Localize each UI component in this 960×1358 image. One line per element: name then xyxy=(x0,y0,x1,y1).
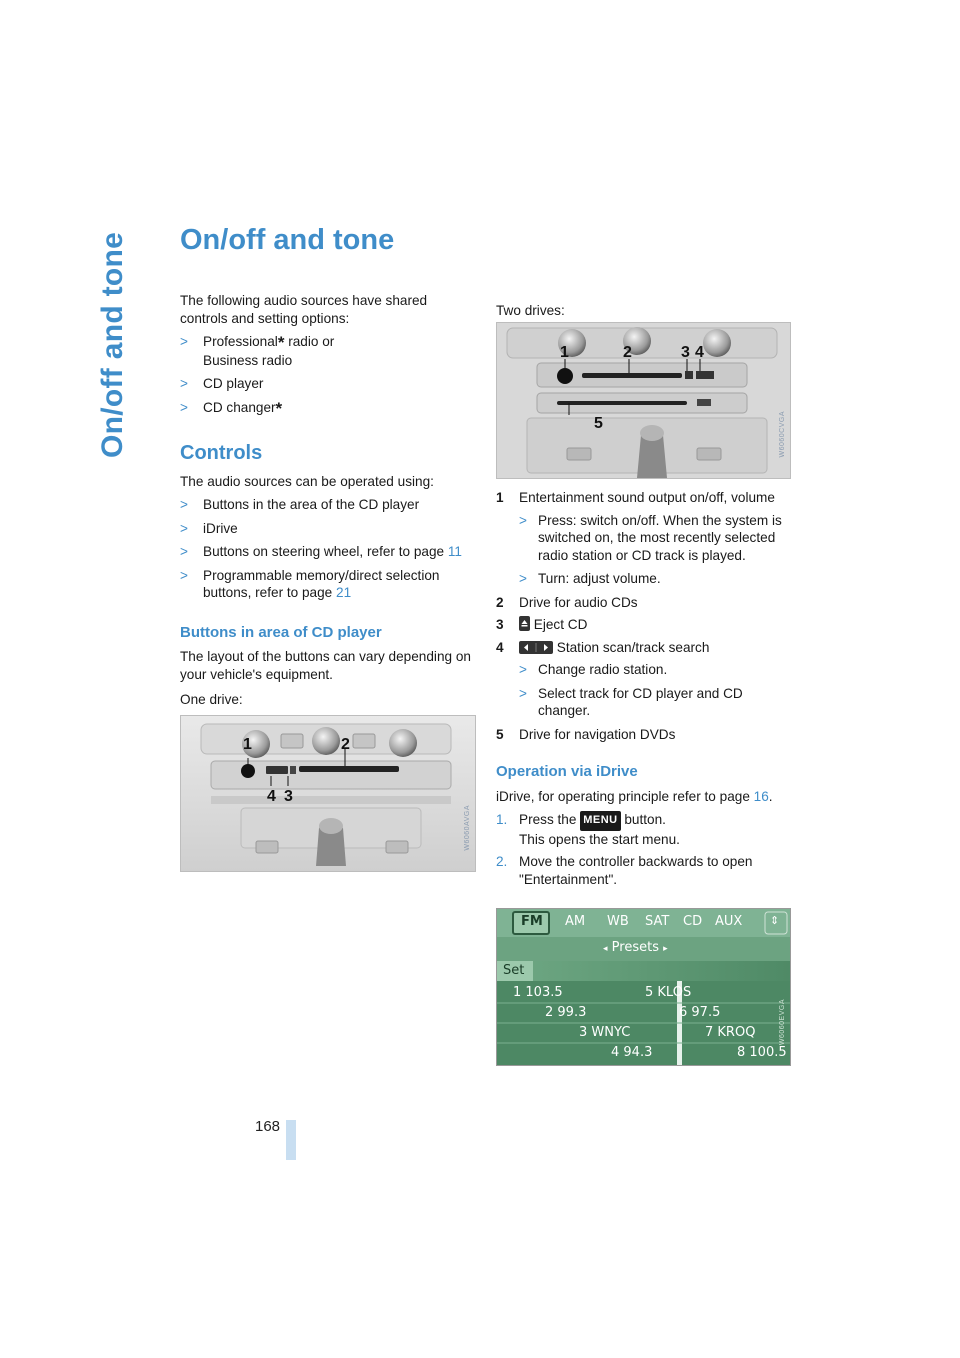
menu-button-icon: MENU xyxy=(580,811,620,831)
eject-button-icon xyxy=(519,616,530,631)
figure-code: W6060EVGA xyxy=(779,998,786,1045)
side-chapter-tab xyxy=(96,210,156,470)
callout-3: 3 xyxy=(284,788,293,805)
callout-4: 4 xyxy=(267,788,276,805)
callout-4: 4 xyxy=(695,344,704,361)
preset-station[interactable]: 6 97.5 xyxy=(679,1005,721,1020)
station-list xyxy=(497,909,790,1065)
preset-station[interactable]: 7 KROQ xyxy=(705,1025,756,1040)
right-column xyxy=(496,489,796,893)
callout-2: 2 xyxy=(341,736,350,753)
figure-code: W6060AVGA xyxy=(464,805,471,851)
tab-cd[interactable]: CD xyxy=(683,914,703,929)
arrows-icon: ⇕ xyxy=(770,914,780,927)
idrive-intro: iDrive, for operating principle refer to page 16. xyxy=(496,788,773,804)
page-link[interactable]: 16 xyxy=(753,788,769,804)
one-drive-figure xyxy=(180,715,476,872)
list-item: > Buttons in the area of the CD player xyxy=(180,497,420,512)
list-item: > Professional* radio or Business radio xyxy=(180,333,335,368)
callout-3: 3 xyxy=(681,344,690,361)
tab-fm[interactable]: FM xyxy=(521,914,543,929)
page-link[interactable]: 11 xyxy=(447,544,462,559)
idrive-screen-figure xyxy=(496,908,791,1066)
chevron-left-icon: ◂ xyxy=(603,944,608,954)
preset-station[interactable]: 8 100.5 xyxy=(737,1045,787,1060)
two-drives-illustration xyxy=(497,323,790,478)
cd-area-heading: Buttons in area of CD player xyxy=(180,623,382,641)
seek-button-icon xyxy=(519,641,553,654)
list-item: > CD player xyxy=(180,376,264,391)
preset-station[interactable]: 3 WNYC xyxy=(579,1025,631,1040)
page-number-bar xyxy=(286,1120,296,1160)
left-column xyxy=(180,292,475,715)
legend-item: 2 Drive for audio CDs xyxy=(496,594,638,610)
list-item: > Programmable memory/direct selection buttons, refer to page 21 xyxy=(180,567,440,600)
list-item: > Change radio station. xyxy=(519,662,668,677)
step-item: 1. Press the MENU button. This opens the start menu. xyxy=(496,812,680,847)
page-number: 168 xyxy=(255,1118,281,1135)
legend-item: 5 Drive for navigation DVDs xyxy=(496,726,676,742)
callout-1: 1 xyxy=(560,344,569,361)
callout-1: 1 xyxy=(243,736,252,753)
tab-wb[interactable]: WB xyxy=(607,914,629,929)
list-item: > iDrive xyxy=(180,520,238,536)
callout-5: 5 xyxy=(594,415,603,432)
list-item: > Press: switch on/off. When the system is switched on, the most recently selected radio station or CD track is played. xyxy=(519,512,782,563)
callout-2: 2 xyxy=(623,344,632,361)
legend-item: 4 Station scan/track search xyxy=(496,639,710,655)
list-item: > Select track for CD player and CD changer. xyxy=(519,685,743,718)
preset-station[interactable]: 4 94.3 xyxy=(611,1045,653,1060)
list-item: > Buttons on steering wheel, refer to page 11 xyxy=(180,544,462,559)
one-drive-illustration xyxy=(181,716,475,871)
intro-text: The following audio sources have shared controls and setting options: xyxy=(180,293,428,326)
two-drives-figure xyxy=(496,322,791,479)
set-button[interactable]: Set xyxy=(503,963,525,978)
list-item: > Turn: adjust volume. xyxy=(519,571,661,586)
cd-area-text: The layout of the buttons can vary depending on your vehicle's equipment. xyxy=(180,649,471,682)
figure-code: W6060CVGA xyxy=(779,411,786,458)
tab-aux[interactable]: AUX xyxy=(715,914,743,929)
page-link[interactable]: 21 xyxy=(336,585,352,600)
page-title: On/off and tone xyxy=(180,224,395,256)
list-item: > CD changer* xyxy=(180,398,283,418)
controls-intro: The audio sources can be operated using: xyxy=(180,473,434,489)
step-item: 2. Move the controller backwards to open "Entertainment". xyxy=(496,854,753,887)
two-drives-label: Two drives: xyxy=(496,303,565,318)
side-chapter-label: On/off and tone xyxy=(96,231,129,458)
chevron-right-icon: ▸ xyxy=(663,944,668,954)
preset-station[interactable]: 1 103.5 xyxy=(513,985,563,1000)
controls-heading: Controls xyxy=(180,442,263,464)
tab-sat[interactable]: SAT xyxy=(645,914,670,929)
preset-station[interactable]: 2 99.3 xyxy=(545,1005,587,1020)
one-drive-label: One drive: xyxy=(180,692,243,707)
legend-item: 3 Eject CD xyxy=(496,617,588,632)
presets-label: Presets xyxy=(611,940,659,955)
legend-item: 1 Entertainment sound output on/off, volume xyxy=(496,490,775,505)
preset-station[interactable]: 5 KLOS xyxy=(645,985,692,1000)
idrive-heading: Operation via iDrive xyxy=(496,763,638,780)
tab-am[interactable]: AM xyxy=(565,914,586,929)
